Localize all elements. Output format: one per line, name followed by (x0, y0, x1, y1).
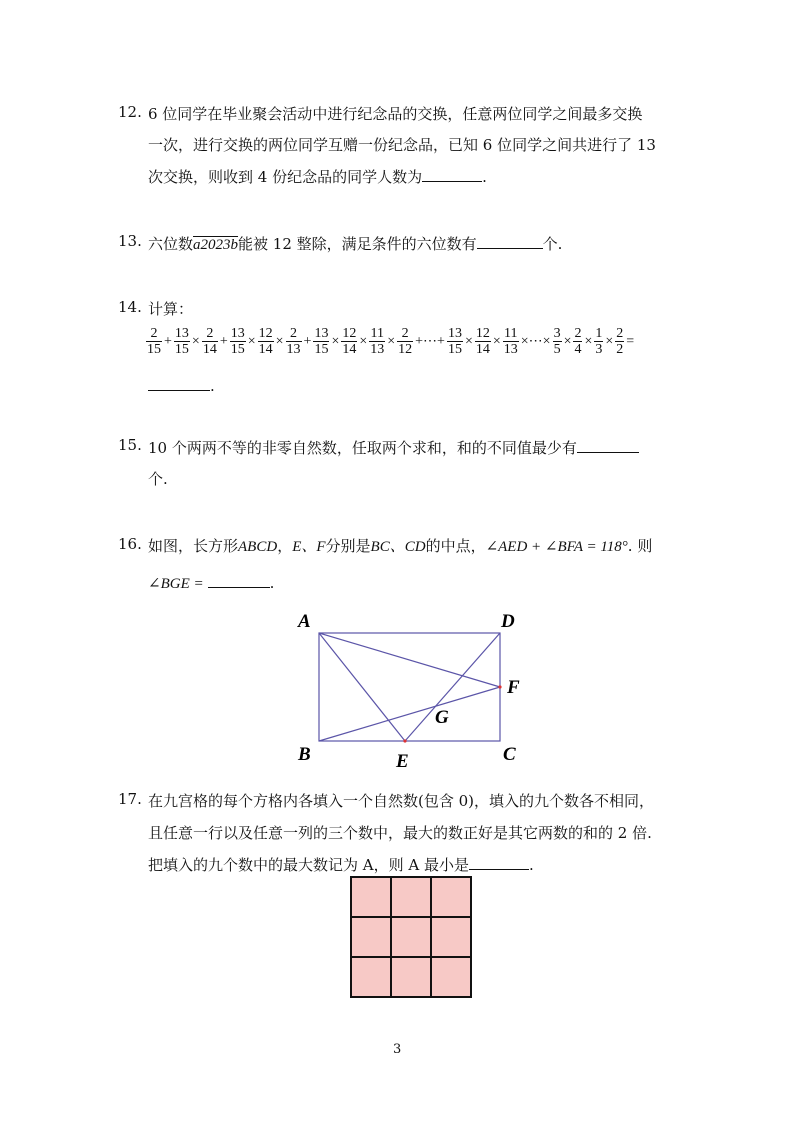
q14-expression (145, 326, 635, 357)
fraction (503, 326, 519, 357)
numerator: 2 (290, 326, 298, 341)
q16-angle-expr: ∠AED + ∠BFA = 118° (485, 539, 628, 555)
q17-number: 17. (118, 790, 142, 808)
fraction (202, 326, 218, 357)
segment-af (319, 633, 500, 687)
q17-line3 (148, 853, 534, 875)
q15-answer-blank[interactable] (577, 436, 639, 453)
q12-end: . (482, 168, 487, 186)
numerator: 13 (314, 326, 329, 341)
q13-number: 13. (118, 232, 142, 250)
operator: × (191, 333, 200, 349)
numerator: 12 (258, 326, 273, 341)
operator: × (584, 333, 593, 349)
numerator: 13 (447, 326, 462, 341)
label-c: C (503, 744, 516, 765)
denominator: 13 (286, 342, 301, 357)
numerator: 13 (230, 326, 245, 341)
label-a: A (298, 611, 311, 632)
fraction (615, 326, 624, 357)
fraction (146, 326, 162, 357)
q16-rect: ABCD (238, 539, 278, 555)
fraction (313, 326, 329, 357)
grid-cell[interactable] (351, 917, 391, 957)
operator: + (219, 333, 228, 349)
fraction (341, 326, 357, 357)
operator: × (387, 333, 396, 349)
q16-angle-bge: ∠BGE = (148, 576, 204, 592)
fraction (174, 326, 190, 357)
grid-cell[interactable] (391, 957, 431, 997)
numerator: 3 (553, 326, 561, 341)
denominator: 15 (447, 342, 462, 357)
label-g: G (435, 707, 449, 728)
q16-then: . 则 (627, 537, 653, 555)
q13-post: 能被 12 整除，满足条件的六位数有 (238, 235, 477, 253)
operator: × (247, 333, 256, 349)
q17-line1: 在九宫格的每个方格内各填入一个自然数(包含 0)，填入的九个数各不相同， (148, 792, 655, 810)
denominator: 14 (475, 342, 490, 357)
q12-line3-text: 次交换，则收到 4 份纪念品的同学人数为 (148, 168, 423, 186)
q13-overline-number: a2023b (193, 237, 239, 253)
q12-line2: 一次，进行交换的两位同学互赠一份纪念品，已知 6 位同学之间共进行了 13 (148, 136, 656, 154)
q17-line2: 且任意一行以及任意一列的三个数中，最大的数正好是其它两数的和的 2 倍. (148, 824, 652, 842)
numerator: 12 (475, 326, 490, 341)
operator: ×⋯× (520, 334, 551, 349)
operator: + (164, 333, 172, 349)
q13-answer-blank[interactable] (477, 232, 543, 249)
segment-ae (319, 633, 405, 741)
operator: +⋯+ (415, 334, 445, 349)
operator: + (303, 333, 312, 349)
operator: × (605, 333, 614, 349)
fraction (594, 326, 603, 357)
operator: × (464, 333, 473, 349)
q17-line3-text: 把填入的九个数中的最大数记为 A，则 A 最小是 (148, 856, 469, 874)
segment-ed (405, 633, 500, 741)
q16-number: 16. (118, 535, 142, 553)
numerator: 13 (174, 326, 189, 341)
q12-number: 12. (118, 103, 142, 121)
q16-answer-blank[interactable] (208, 571, 270, 588)
fraction (286, 326, 302, 357)
grid-cell[interactable] (351, 957, 391, 997)
q15-line1-text: 10 个两两不等的非零自然数，任取两个求和，和的不同值最少有 (148, 439, 577, 457)
fraction (573, 326, 582, 357)
page-number: 3 (393, 1042, 402, 1057)
q15-line1 (148, 436, 639, 458)
segment-bf (319, 687, 500, 741)
q16-pre: 如图，长方形 (148, 537, 239, 555)
nine-grid (350, 876, 472, 998)
q16-end: . (269, 574, 275, 592)
label-b: B (298, 744, 311, 765)
numerator: 12 (342, 326, 357, 341)
q16-line1 (148, 535, 652, 556)
q16-bc-cd: BC、CD (370, 539, 426, 555)
numerator: 11 (504, 326, 518, 341)
operator: × (331, 333, 340, 349)
q14-end: . (210, 377, 215, 395)
rectangle-abcd (319, 633, 500, 741)
q16-sep: ， (277, 537, 293, 555)
denominator: 13 (503, 342, 518, 357)
operator: × (563, 333, 572, 349)
grid-cell[interactable] (431, 917, 471, 957)
numerator: 2 (574, 326, 582, 341)
fraction (475, 326, 491, 357)
label-d: D (501, 611, 515, 632)
q13-line (148, 232, 562, 254)
denominator: 15 (174, 342, 189, 357)
denominator: 12 (398, 342, 413, 357)
q12-line1: 6 位同学在毕业聚会活动中进行纪念品的交换，任意两位同学之间最多交换 (148, 105, 643, 123)
fraction (369, 326, 385, 357)
q14-answer-blank[interactable] (148, 374, 210, 391)
q13-end: 个. (542, 235, 563, 253)
operator: = (626, 333, 635, 349)
fraction (553, 326, 562, 357)
q15-number: 15. (118, 436, 142, 454)
numerator: 2 (616, 326, 624, 341)
label-f: F (507, 677, 520, 698)
q15-line2: 个. (148, 470, 168, 488)
q14-number: 14. (118, 298, 142, 316)
numerator: 2 (206, 326, 214, 341)
grid-cell[interactable] (391, 877, 431, 917)
denominator: 5 (553, 342, 561, 357)
denominator: 3 (595, 342, 603, 357)
denominator: 14 (342, 342, 357, 357)
q14-answer-line (148, 374, 215, 395)
label-e: E (396, 751, 409, 772)
q13-pre: 六位数 (148, 235, 194, 253)
operator: × (359, 333, 368, 349)
grid-cell[interactable] (431, 957, 471, 997)
q12-answer-blank[interactable] (422, 165, 482, 182)
denominator: 14 (202, 342, 217, 357)
denominator: 15 (314, 342, 329, 357)
q16-figure (290, 605, 530, 775)
fraction (447, 326, 463, 357)
numerator: 1 (595, 326, 603, 341)
denominator: 13 (370, 342, 385, 357)
q16-mid: 分别是 (325, 537, 371, 555)
denominator: 2 (616, 342, 624, 357)
operator: × (275, 333, 284, 349)
q16-ef: E、F (292, 539, 326, 555)
point-e (403, 739, 406, 742)
grid-cell[interactable] (431, 877, 471, 917)
denominator: 15 (147, 342, 161, 357)
denominator: 4 (574, 342, 582, 357)
fraction (258, 326, 274, 357)
fraction (230, 326, 246, 357)
numerator: 2 (401, 326, 409, 341)
grid-cell[interactable] (391, 917, 431, 957)
fraction (397, 326, 413, 357)
q12-line3 (148, 165, 487, 187)
q16-line2 (148, 571, 274, 593)
point-f (498, 685, 501, 688)
operator: × (492, 333, 501, 349)
numerator: 11 (370, 326, 384, 341)
denominator: 14 (258, 342, 273, 357)
numerator: 2 (150, 326, 158, 341)
grid-cell[interactable] (351, 877, 391, 917)
q14-label: 计算： (148, 300, 194, 318)
q16-tail: 的中点， (425, 537, 486, 555)
q17-answer-blank[interactable] (469, 853, 529, 870)
q17-end: . (528, 856, 534, 874)
denominator: 15 (230, 342, 245, 357)
